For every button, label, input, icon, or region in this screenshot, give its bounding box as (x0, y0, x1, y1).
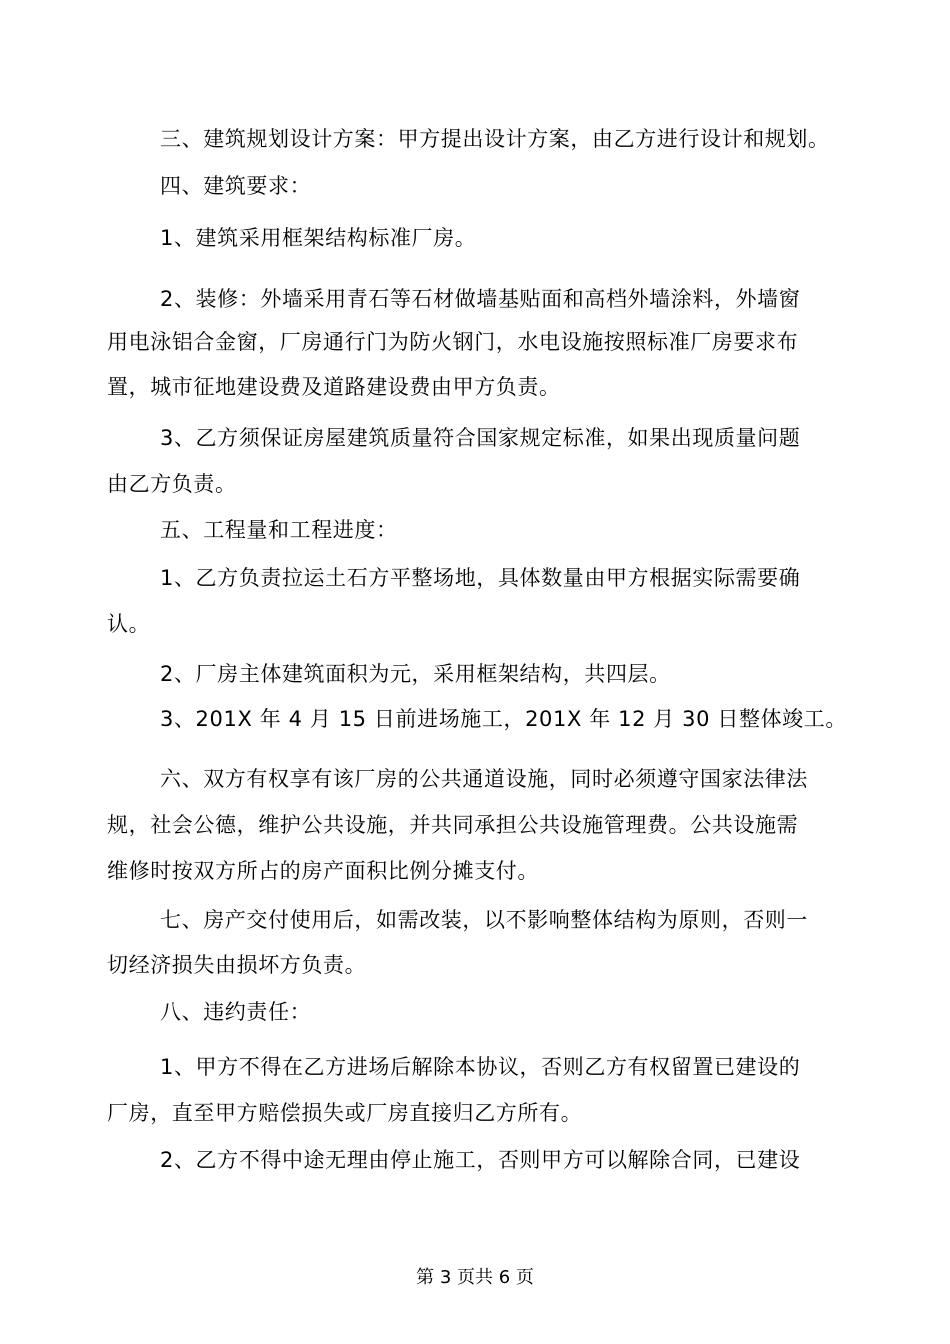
section-heading: 五、工程量和工程进度： (160, 518, 398, 542)
paragraph-line: 3、乙方须保证房屋建筑质量符合国家规定标准，如果出现质量问题 (160, 426, 801, 450)
section-heading: 八、违约责任： (160, 1000, 312, 1024)
paragraph-line: 1、乙方负责拉运土石方平整场地，具体数量由甲方根据实际需要确 (160, 566, 801, 590)
paragraph-line: 2、乙方不得中途无理由停止施工，否则甲方可以解除合同，已建设 (160, 1148, 801, 1172)
paragraph-line: 置，城市征地建设费及道路建设费由甲方负责。 (107, 375, 561, 399)
paragraph-line: 三、建筑规划设计方案：甲方提出设计方案，由乙方进行设计和规划。 (160, 127, 830, 151)
paragraph-line: 七、房产交付使用后，如需改装，以不影响整体结构为原则，否则一 (160, 908, 808, 932)
paragraph-line: 用电泳铝合金窗，厂房通行门为防火钢门，水电设施按照标准厂房要求布 (107, 330, 799, 354)
paragraph-line: 1、甲方不得在乙方进场后解除本协议，否则乙方有权留置已建设的 (160, 1055, 801, 1079)
paragraph-line: 3、201X 年 4 月 15 日前进场施工，201X 年 12 月 30 日整体竣工。 (160, 707, 847, 731)
paragraph-line: 厂房，直至甲方赔偿损失或厂房直接归乙方所有。 (107, 1101, 583, 1125)
paragraph-line: 维修时按双方所占的房产面积比例分摊支付。 (107, 859, 539, 883)
section-heading: 四、建筑要求： (160, 174, 312, 198)
paragraph-line: 1、建筑采用框架结构标准厂房。 (160, 226, 477, 250)
paragraph-line: 六、双方有权享有该厂房的公共通道设施，同时必须遵守国家法律法 (160, 767, 808, 791)
paragraph-line: 2、装修：外墙采用青石等石材做墙基贴面和高档外墙涂料，外墙窗 (160, 287, 801, 311)
paragraph-line: 规，社会公德，维护公共设施，并共同承担公共设施管理费。公共设施需 (107, 813, 799, 837)
paragraph-line: 由乙方负责。 (107, 472, 237, 496)
page-number-footer: 第 3 页共 6 页 (416, 1267, 534, 1288)
paragraph-line: 2、厂房主体建筑面积为元，采用框架结构，共四层。 (160, 662, 671, 686)
paragraph-line: 切经济损失由损坏方负责。 (107, 953, 367, 977)
paragraph-line: 认。 (107, 612, 151, 636)
